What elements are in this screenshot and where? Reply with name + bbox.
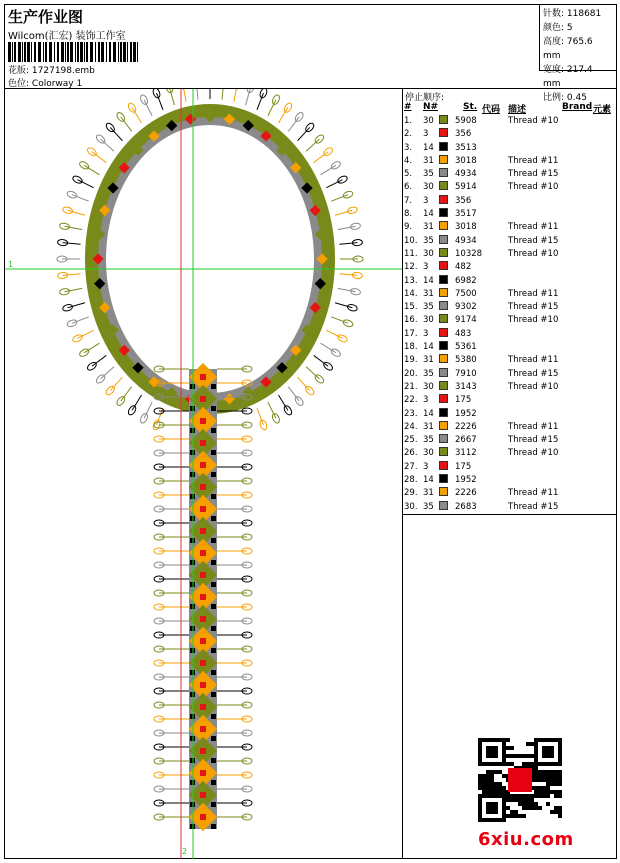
stop-needle: 30 [423,381,434,394]
stop-row [403,421,617,434]
stop-index: 16. [404,314,418,327]
stop-stitch-count: 7500 [455,288,477,301]
stop-needle: 31 [423,487,434,500]
stop-description: Thread #10 [508,447,558,460]
stop-row [403,368,617,381]
thread-color-swatch [439,261,448,270]
stop-index: 13. [404,275,418,288]
strip-center [200,462,206,468]
stop-row [403,195,617,208]
fringe-stem [78,330,94,338]
col-code: 代码 [482,102,500,115]
neck-opening [115,134,305,374]
barcode-image [8,42,140,62]
colorway-value: Colorway 1 [32,79,82,89]
strip-center [200,704,206,710]
thread-color-swatch [439,142,448,151]
stop-needle: 31 [423,221,434,234]
stat-width: 宽度: 217.4 mm [543,63,613,91]
fringe-leaf [165,89,174,93]
stop-needle: 35 [423,501,434,514]
stop-description: Thread #15 [508,235,558,248]
fringe-stem [306,367,319,379]
col-description: 描述 [508,102,526,115]
stop-stitch-count: 7910 [455,368,477,381]
stop-row [403,474,617,487]
stop-row [403,341,617,354]
stop-row [403,208,617,221]
strip-accent [211,560,216,565]
stop-index: 10. [404,235,418,248]
qr-code-image [478,738,562,822]
design-file-row [8,63,95,76]
thread-color-swatch [439,275,448,284]
strip-accent [211,472,216,477]
thread-color-swatch [439,235,448,244]
fringe-stem [63,243,81,245]
thread-color-swatch [439,447,448,456]
stop-index: 9. [404,221,412,234]
stop-index: 1. [404,115,412,128]
stop-row [403,381,617,394]
stop-stitch-count: 10328 [455,248,482,261]
stop-needle: 30 [423,314,434,327]
fringe-stem [183,89,186,102]
stop-stitch-count: 5380 [455,354,477,367]
stop-needle: 30 [423,447,434,460]
strip-accent [211,494,216,499]
stat-colors: 颜色: 5 [543,21,613,35]
thread-color-swatch [439,155,448,164]
fringe-stem [278,108,287,123]
thread-color-swatch [439,288,448,297]
stop-stitch-count: 5914 [455,181,477,194]
stop-needle: 14 [423,275,434,288]
thread-color-swatch [439,434,448,443]
fringe-stem [314,152,328,163]
stop-description: Thread #15 [508,434,558,447]
fringe-stem [306,139,319,151]
thread-color-swatch [439,115,448,124]
stop-stitch-count: 1952 [455,408,477,421]
col-stitches: St. [463,102,477,112]
fringe-stem [314,355,328,366]
stop-row [403,221,617,234]
thread-color-swatch [439,314,448,323]
fringe-stem [196,89,198,100]
page-title: 生产作业图 [8,6,83,27]
strip-accent [211,450,216,455]
stop-row [403,181,617,194]
fringe-stem [78,180,94,188]
fringe-stem [92,355,106,366]
stop-row [403,301,617,314]
stop-needle: 35 [423,434,434,447]
stop-row [403,261,617,274]
strip-center [200,374,206,380]
stop-index: 4. [404,155,412,168]
stop-row [403,461,617,474]
fringe-leaf [66,319,77,328]
qr-logo-badge [508,768,532,792]
stop-description: Thread #11 [508,221,558,234]
stop-stitch-count: 3143 [455,381,477,394]
strip-center [200,770,206,776]
header-info [5,5,539,89]
stop-index: 21. [404,381,418,394]
stop-stitch-count: 6982 [455,275,477,288]
stop-row [403,275,617,288]
stop-stitch-count: 175 [455,461,471,474]
stop-stitch-count: 3517 [455,208,477,221]
stop-stitch-count: 3112 [455,447,477,460]
strip-accent [211,428,216,433]
stop-description: Thread #10 [508,381,558,394]
stop-index: 5. [404,168,412,181]
design-preview [5,88,402,859]
fringe-stem [268,402,276,418]
strip-center [200,506,206,512]
stop-stitch-count: 356 [455,128,471,141]
fringe-stem [288,117,299,131]
stop-table-header [403,102,617,114]
fringe-stem [339,243,357,245]
stop-description: Thread #10 [508,314,558,327]
fringe-stem [121,117,132,131]
stop-stitch-count: 2226 [455,487,477,500]
strip-center [200,660,206,666]
colorway-label: 色位: [8,79,29,89]
stop-index: 22. [404,394,418,407]
stop-needle: 3 [423,195,428,208]
strip-center [200,748,206,754]
stats-panel [539,5,616,71]
fringe-stem [321,165,336,174]
thread-color-swatch [439,195,448,204]
thread-color-swatch [439,354,448,363]
thread-color-swatch [439,181,448,190]
fringe-stem [101,367,114,379]
fringe-leaf [342,319,353,328]
stop-description: Thread #11 [508,288,558,301]
strip-center [200,814,206,820]
stop-description: Thread #11 [508,354,558,367]
stop-needle: 14 [423,208,434,221]
stop-needle: 35 [423,168,434,181]
strip-accent [211,516,216,521]
stop-needle: 3 [423,394,428,407]
stop-description: Thread #11 [508,421,558,434]
stop-index: 6. [404,181,412,194]
stop-needle: 3 [423,128,428,141]
stop-description: Thread #10 [508,248,558,261]
stop-index: 17. [404,328,418,341]
stop-needle: 31 [423,421,434,434]
stop-index: 26. [404,447,418,460]
stop-row [403,288,617,301]
stop-needle: 14 [423,341,434,354]
stop-stitch-count: 5908 [455,115,477,128]
fringe-stem [132,108,141,123]
company-name: Wilcom(汇宏) 装饰工作室 [8,27,126,42]
thread-color-swatch [439,394,448,403]
stop-needle: 3 [423,461,428,474]
stat-scale: 比例: 0.45 [543,91,613,105]
stop-needle: 31 [423,288,434,301]
col-needle: N# [423,102,438,112]
strip-accent [211,802,216,807]
stop-needle: 14 [423,142,434,155]
stop-stitch-count: 9174 [455,314,477,327]
stop-description: Thread #10 [508,181,558,194]
stop-index: 28. [404,474,418,487]
fringe-stem [144,402,152,418]
stop-description: Thread #11 [508,155,558,168]
vertical-guide-label: 2 [182,847,187,856]
stop-row [403,235,617,248]
horizontal-guide-label: 1 [8,260,13,269]
fringe-stem [339,274,357,276]
stop-index: 7. [404,195,412,208]
stop-description: Thread #15 [508,368,558,381]
embroidery-design [5,89,402,859]
stop-stitch-count: 3018 [455,155,477,168]
fringe-stem [101,139,114,151]
strip-center [200,440,206,446]
stop-needle: 31 [423,155,434,168]
fringe-stem [234,89,237,102]
thread-color-swatch [439,328,448,337]
strip-accent [211,582,216,587]
stop-description: Thread #15 [508,168,558,181]
watermark-logo: 6xiu.com [478,829,574,850]
stop-needle: 30 [423,115,434,128]
strip-accent [211,648,216,653]
fringe-leaf [127,102,137,114]
design-value: 1727198.emb [32,66,95,76]
fringe-stem [298,127,310,140]
stop-needle: 35 [423,301,434,314]
strip-accent [211,538,216,543]
stop-row [403,394,617,407]
stop-table-body [403,115,617,514]
stop-needle: 14 [423,474,434,487]
thread-color-swatch [439,341,448,350]
stop-stitch-count: 2683 [455,501,477,514]
fringe-stem [326,330,342,338]
stop-row [403,501,617,514]
strip-accent [211,692,216,697]
stop-index: 20. [404,368,418,381]
fringe-stem [335,303,352,308]
fringe-stem [144,100,152,116]
thread-color-swatch [439,248,448,257]
stat-height: 高度: 765.6 mm [543,35,613,63]
strip-accent [211,758,216,763]
stop-index: 18. [404,341,418,354]
fringe-stem [268,100,276,116]
thread-color-swatch [439,301,448,310]
table-divider [403,514,617,515]
stop-stitch-count: 5361 [455,341,477,354]
stop-row [403,248,617,261]
strip-center [200,528,206,534]
thread-color-swatch [439,128,448,137]
stop-row [403,328,617,341]
design-label: 花版: [8,66,29,76]
stat-stitches: 针数: 118681 [543,7,613,21]
thread-color-swatch [439,221,448,230]
thread-color-swatch [439,408,448,417]
strip-accent [211,670,216,675]
stop-sequence-title: 停止顺序: [405,90,444,103]
thread-color-swatch [439,208,448,217]
strip-center [200,682,206,688]
stop-needle: 31 [423,354,434,367]
stop-row [403,447,617,460]
stop-index: 24. [404,421,418,434]
stop-row [403,434,617,447]
stop-stitch-count: 2667 [455,434,477,447]
stop-row [403,115,617,128]
fringe-stem [326,180,342,188]
fringe-stem [321,343,336,352]
stop-stitch-count: 4934 [455,235,477,248]
stop-needle: 35 [423,368,434,381]
stop-index: 14. [404,288,418,301]
thread-color-swatch [439,487,448,496]
fringe-stem [63,274,81,276]
col-brand: Brand [562,102,592,112]
stop-stitch-count: 2226 [455,421,477,434]
stop-needle: 3 [423,328,428,341]
stop-index: 11. [404,248,418,261]
stop-row [403,314,617,327]
fringe-leaf [259,419,268,430]
strip-center [200,418,206,424]
stop-index: 25. [404,434,418,447]
fringe-leaf [246,89,255,93]
strip-accent [211,604,216,609]
thread-color-swatch [439,368,448,377]
stop-row [403,168,617,181]
stop-index: 15. [404,301,418,314]
stop-stitch-count: 1952 [455,474,477,487]
stop-needle: 35 [423,235,434,248]
thread-color-swatch [439,461,448,470]
fringe-stem [92,152,106,163]
stop-index: 3. [404,142,412,155]
fringe-stem [68,303,85,308]
fringe-leaf [283,102,293,114]
fringe-stem [110,377,122,390]
stop-stitch-count: 483 [455,328,471,341]
strip-accent [211,626,216,631]
fringe-stem [84,343,99,352]
strip-center [200,594,206,600]
thread-color-swatch [439,381,448,390]
stop-row [403,354,617,367]
fringe-stem [298,377,310,390]
stop-needle: 30 [423,181,434,194]
strip-center [200,792,206,798]
strip-center [200,726,206,732]
stop-index: 19. [404,354,418,367]
stop-row [403,128,617,141]
thread-color-swatch [439,474,448,483]
stop-needle: 14 [423,408,434,421]
strip-center [200,616,206,622]
strip-center [200,484,206,490]
strip-center [200,572,206,578]
strip-accent [211,714,216,719]
stop-row [403,142,617,155]
fringe-stem [288,387,299,401]
stop-stitch-count: 4934 [455,168,477,181]
fringe-stem [110,127,122,140]
stop-index: 2. [404,128,412,141]
fringe-stem [121,387,132,401]
thread-color-swatch [439,168,448,177]
strip-accent [211,384,216,389]
strip-accent [211,406,216,411]
strip-center [200,396,206,402]
fringe-stem [278,395,287,410]
stop-stitch-count: 175 [455,394,471,407]
stop-index: 8. [404,208,412,221]
thread-color-swatch [439,421,448,430]
stop-description: Thread #15 [508,301,558,314]
stop-stitch-count: 482 [455,261,471,274]
stop-description: Thread #10 [508,115,558,128]
stop-index: 12. [404,261,418,274]
fringe-stem [68,210,85,215]
fringe-stem [84,165,99,174]
stop-stitch-count: 3018 [455,221,477,234]
strip-accent [211,780,216,785]
col-index: # [404,102,412,112]
stop-index: 27. [404,461,418,474]
stop-description: Thread #15 [508,501,558,514]
stop-row [403,487,617,500]
stop-stitch-count: 356 [455,195,471,208]
thread-color-swatch [439,501,448,510]
strip-accent [211,824,216,829]
stop-row [403,408,617,421]
stop-index: 23. [404,408,418,421]
design-group [5,89,402,859]
stop-row [403,155,617,168]
stop-stitch-count: 3513 [455,142,477,155]
strip-accent [211,736,216,741]
stop-description: Thread #11 [508,487,558,500]
stop-stitch-count: 9302 [455,301,477,314]
fringe-stem [335,210,352,215]
fringe-stem [222,89,224,100]
stop-index: 29. [404,487,418,500]
strip-center [200,550,206,556]
fringe-stem [132,395,141,410]
stop-index: 30. [404,501,418,514]
strip-center [200,638,206,644]
col-element: 元素 [593,102,611,115]
stop-needle: 30 [423,248,434,261]
stop-needle: 3 [423,261,428,274]
